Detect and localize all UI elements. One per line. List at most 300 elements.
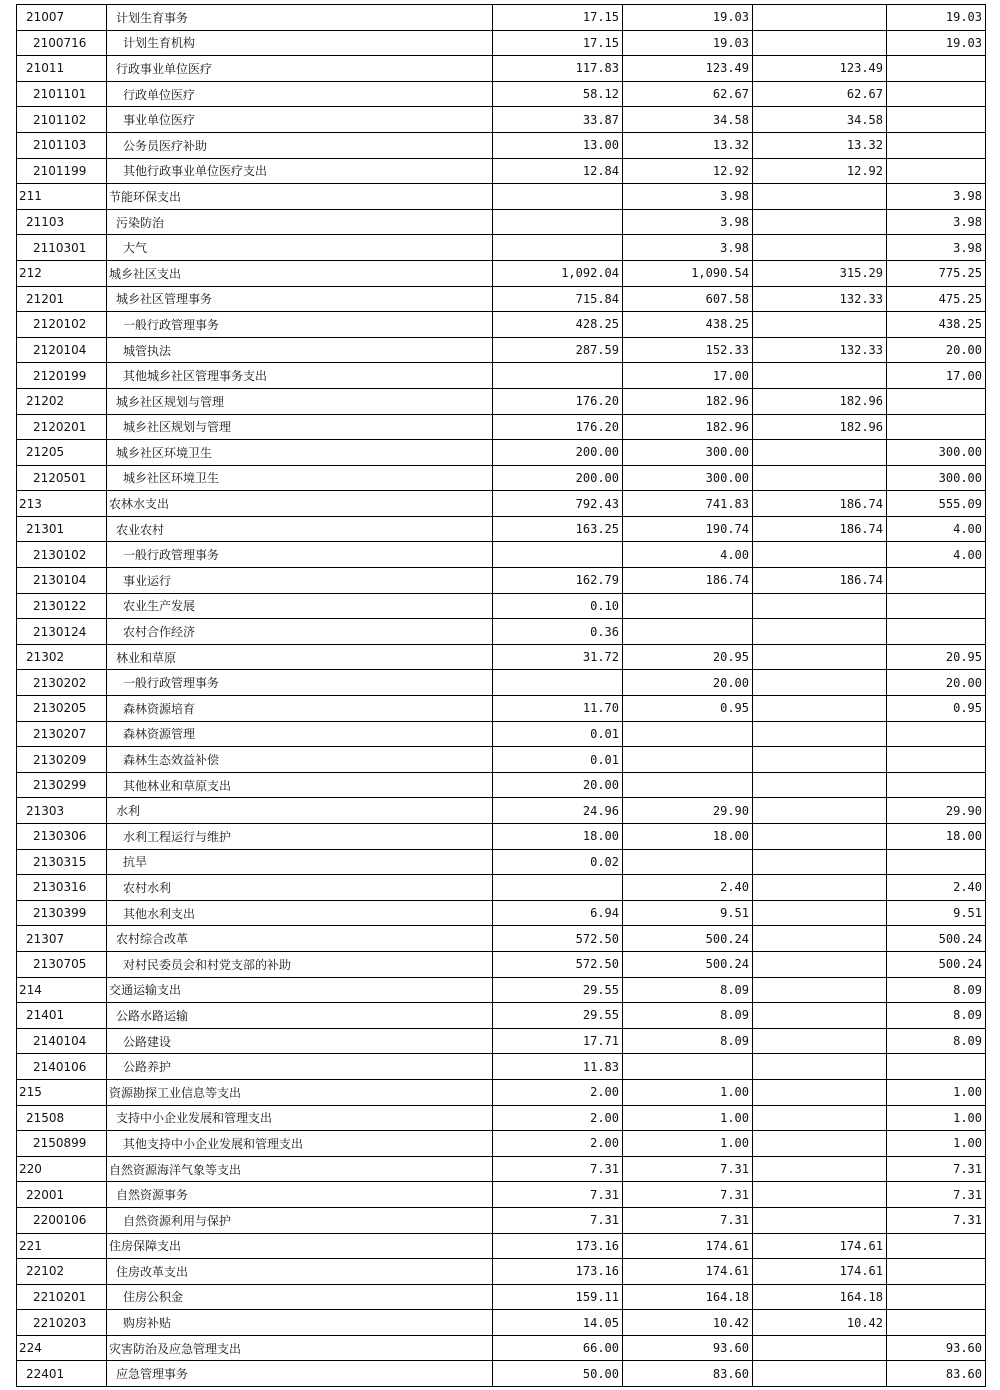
row-value-cell: 8.09 [623,1028,753,1054]
row-name-cell: 自然资源事务 [107,1182,493,1208]
row-value-cell: 20.95 [623,644,753,670]
row-value-cell: 4.00 [887,542,986,568]
row-value-cell [887,1310,986,1336]
row-value-cell: 500.24 [623,951,753,977]
table-row [17,1207,986,1233]
table-row [17,312,986,338]
table-row [17,158,986,184]
row-value-cell: 19.03 [623,30,753,56]
row-name-cell: 购房补贴 [107,1310,493,1336]
table-row [17,337,986,363]
row-value-cell: 123.49 [623,56,753,82]
row-value-cell: 500.24 [887,951,986,977]
row-value-cell [753,951,887,977]
row-value-cell [753,1207,887,1233]
row-value-cell: 162.79 [493,568,623,594]
row-value-cell [887,1284,986,1310]
row-code-cell: 21201 [17,286,107,312]
table-row [17,824,986,850]
row-name-cell: 森林资源管理 [107,721,493,747]
row-value-cell: 19.03 [623,5,753,31]
row-value-cell: 20.00 [887,337,986,363]
row-code-cell: 2120201 [17,414,107,440]
row-value-cell: 83.60 [623,1361,753,1387]
row-code-cell: 21307 [17,926,107,952]
table-row [17,977,986,1003]
table-row [17,30,986,56]
row-name-cell: 灾害防治及应急管理支出 [107,1335,493,1361]
row-value-cell: 3.98 [623,235,753,261]
row-value-cell [753,1361,887,1387]
row-value-cell: 182.96 [623,414,753,440]
row-value-cell: 163.25 [493,516,623,542]
row-code-cell: 2101199 [17,158,107,184]
row-code-cell: 2130207 [17,721,107,747]
row-value-cell: 315.29 [753,260,887,286]
table-row [17,1335,986,1361]
row-value-cell: 8.09 [623,1003,753,1029]
row-value-cell: 132.33 [753,337,887,363]
row-value-cell: 34.58 [623,107,753,133]
row-name-cell: 其他支持中小企业发展和管理支出 [107,1131,493,1157]
row-code-cell: 212 [17,260,107,286]
row-code-cell: 221 [17,1233,107,1259]
row-code-cell: 21007 [17,5,107,31]
row-value-cell: 190.74 [623,516,753,542]
row-value-cell: 18.00 [493,824,623,850]
row-value-cell [887,388,986,414]
row-code-cell: 2120102 [17,312,107,338]
table-row [17,1003,986,1029]
row-value-cell: 50.00 [493,1361,623,1387]
row-name-cell: 其他林业和草原支出 [107,772,493,798]
row-value-cell: 1.00 [623,1105,753,1131]
row-code-cell: 21202 [17,388,107,414]
table-row [17,593,986,619]
table-row [17,132,986,158]
row-value-cell: 173.16 [493,1233,623,1259]
row-value-cell: 17.71 [493,1028,623,1054]
row-value-cell: 300.00 [887,465,986,491]
row-value-cell [753,1131,887,1157]
row-value-cell: 2.00 [493,1131,623,1157]
row-code-cell: 2130705 [17,951,107,977]
row-value-cell: 0.02 [493,849,623,875]
row-value-cell: 174.61 [623,1259,753,1285]
row-value-cell: 29.55 [493,1003,623,1029]
row-value-cell [887,132,986,158]
table-row [17,1284,986,1310]
row-value-cell: 3.98 [623,184,753,210]
row-value-cell [493,542,623,568]
row-value-cell [623,747,753,773]
row-value-cell: 164.18 [623,1284,753,1310]
row-value-cell: 182.96 [753,414,887,440]
row-value-cell: 18.00 [623,824,753,850]
row-value-cell [887,414,986,440]
row-name-cell: 一般行政管理事务 [107,312,493,338]
row-value-cell [623,849,753,875]
row-value-cell: 0.95 [887,696,986,722]
row-name-cell: 农村水利 [107,875,493,901]
row-value-cell: 1,092.04 [493,260,623,286]
row-name-cell: 支持中小企业发展和管理支出 [107,1105,493,1131]
table-row [17,926,986,952]
row-code-cell: 21011 [17,56,107,82]
row-code-cell: 21302 [17,644,107,670]
budget-table-body [17,5,986,1387]
row-code-cell: 22401 [17,1361,107,1387]
row-value-cell: 13.00 [493,132,623,158]
row-name-cell: 其他城乡社区管理事务支出 [107,363,493,389]
row-code-cell: 2130315 [17,849,107,875]
row-code-cell: 2120501 [17,465,107,491]
row-value-cell: 123.49 [753,56,887,82]
row-code-cell: 2140106 [17,1054,107,1080]
row-value-cell: 300.00 [623,465,753,491]
row-value-cell [623,1054,753,1080]
row-value-cell [753,235,887,261]
row-value-cell: 1,090.54 [623,260,753,286]
row-value-cell: 1.00 [887,1131,986,1157]
row-value-cell: 287.59 [493,337,623,363]
row-value-cell [753,184,887,210]
row-value-cell: 200.00 [493,440,623,466]
row-name-cell: 事业单位医疗 [107,107,493,133]
row-value-cell [887,849,986,875]
row-value-cell: 34.58 [753,107,887,133]
row-value-cell: 428.25 [493,312,623,338]
row-name-cell: 自然资源海洋气象等支出 [107,1156,493,1182]
row-value-cell: 0.01 [493,721,623,747]
row-code-cell: 21401 [17,1003,107,1029]
row-value-cell: 7.31 [623,1182,753,1208]
table-row [17,644,986,670]
table-row [17,440,986,466]
table-row [17,670,986,696]
table-row [17,56,986,82]
row-value-cell: 775.25 [887,260,986,286]
row-value-cell: 164.18 [753,1284,887,1310]
row-value-cell: 2.00 [493,1105,623,1131]
row-value-cell: 7.31 [887,1207,986,1233]
row-name-cell: 行政单位医疗 [107,81,493,107]
row-value-cell [887,747,986,773]
row-value-cell: 13.32 [753,132,887,158]
row-value-cell: 0.01 [493,747,623,773]
table-row [17,286,986,312]
row-value-cell: 31.72 [493,644,623,670]
row-value-cell: 8.09 [887,1003,986,1029]
row-value-cell: 12.84 [493,158,623,184]
row-value-cell: 66.00 [493,1335,623,1361]
row-name-cell: 节能环保支出 [107,184,493,210]
row-value-cell: 186.74 [623,568,753,594]
row-value-cell: 7.31 [493,1156,623,1182]
row-value-cell: 4.00 [887,516,986,542]
row-value-cell [887,772,986,798]
row-value-cell [887,721,986,747]
row-code-cell: 2150899 [17,1131,107,1157]
row-value-cell: 475.25 [887,286,986,312]
row-value-cell: 17.00 [623,363,753,389]
row-code-cell: 21205 [17,440,107,466]
row-value-cell: 19.03 [887,5,986,31]
row-code-cell: 2120199 [17,363,107,389]
table-row [17,107,986,133]
row-code-cell: 22001 [17,1182,107,1208]
row-value-cell [753,209,887,235]
row-code-cell: 2210203 [17,1310,107,1336]
row-value-cell: 20.00 [623,670,753,696]
row-value-cell: 300.00 [887,440,986,466]
row-value-cell: 33.87 [493,107,623,133]
table-row [17,235,986,261]
table-row [17,1233,986,1259]
row-value-cell: 117.83 [493,56,623,82]
row-value-cell: 0.36 [493,619,623,645]
table-row [17,1028,986,1054]
row-code-cell: 2101103 [17,132,107,158]
row-value-cell: 14.05 [493,1310,623,1336]
row-name-cell: 森林资源培育 [107,696,493,722]
row-value-cell: 8.09 [887,977,986,1003]
row-value-cell: 173.16 [493,1259,623,1285]
table-row [17,516,986,542]
row-code-cell: 215 [17,1079,107,1105]
row-value-cell [887,81,986,107]
row-value-cell [887,619,986,645]
row-value-cell: 62.67 [623,81,753,107]
row-code-cell: 2130102 [17,542,107,568]
table-row [17,209,986,235]
row-name-cell: 公路养护 [107,1054,493,1080]
row-name-cell: 城乡社区支出 [107,260,493,286]
table-row [17,465,986,491]
row-name-cell: 农村合作经济 [107,619,493,645]
row-code-cell: 2130299 [17,772,107,798]
row-name-cell: 抗旱 [107,849,493,875]
row-value-cell [887,56,986,82]
row-code-cell: 2110301 [17,235,107,261]
table-row [17,1310,986,1336]
row-value-cell [493,184,623,210]
row-value-cell [753,1054,887,1080]
row-value-cell: 62.67 [753,81,887,107]
row-value-cell [753,644,887,670]
row-code-cell: 21103 [17,209,107,235]
row-value-cell: 7.31 [887,1182,986,1208]
row-value-cell: 4.00 [623,542,753,568]
row-name-cell: 公务员医疗补助 [107,132,493,158]
row-value-cell: 20.95 [887,644,986,670]
table-row [17,1361,986,1387]
table-row [17,721,986,747]
row-value-cell: 93.60 [623,1335,753,1361]
row-value-cell: 2.40 [887,875,986,901]
row-code-cell: 2130399 [17,900,107,926]
row-code-cell: 214 [17,977,107,1003]
table-row [17,1079,986,1105]
row-code-cell: 21508 [17,1105,107,1131]
row-code-cell: 2101102 [17,107,107,133]
row-value-cell [493,670,623,696]
row-value-cell: 186.74 [753,568,887,594]
row-value-cell [753,1028,887,1054]
table-row [17,747,986,773]
row-value-cell: 3.98 [887,184,986,210]
budget-table [16,4,986,1387]
row-name-cell: 其他水利支出 [107,900,493,926]
row-value-cell: 17.15 [493,30,623,56]
row-name-cell: 对村民委员会和村党支部的补助 [107,951,493,977]
row-value-cell [887,1233,986,1259]
row-value-cell: 1.00 [887,1079,986,1105]
row-name-cell: 行政事业单位医疗 [107,56,493,82]
row-name-cell: 城乡社区环境卫生 [107,440,493,466]
row-value-cell: 152.33 [623,337,753,363]
row-value-cell [887,1054,986,1080]
table-row [17,260,986,286]
row-value-cell: 159.11 [493,1284,623,1310]
row-value-cell: 176.20 [493,414,623,440]
row-value-cell [753,824,887,850]
table-row [17,542,986,568]
row-value-cell [753,798,887,824]
row-value-cell: 174.61 [623,1233,753,1259]
row-value-cell: 1.00 [623,1079,753,1105]
row-value-cell [753,312,887,338]
table-row [17,184,986,210]
row-value-cell: 11.83 [493,1054,623,1080]
row-name-cell: 一般行政管理事务 [107,542,493,568]
row-value-cell: 3.98 [623,209,753,235]
row-name-cell: 一般行政管理事务 [107,670,493,696]
table-row [17,568,986,594]
row-value-cell [753,926,887,952]
row-name-cell: 森林生态效益补偿 [107,747,493,773]
row-value-cell: 2.40 [623,875,753,901]
row-value-cell: 174.61 [753,1233,887,1259]
row-code-cell: 213 [17,491,107,517]
table-row [17,696,986,722]
row-value-cell: 11.70 [493,696,623,722]
row-value-cell [623,593,753,619]
row-value-cell [887,1259,986,1285]
row-code-cell: 211 [17,184,107,210]
row-code-cell: 21303 [17,798,107,824]
row-value-cell: 792.43 [493,491,623,517]
row-value-cell [493,235,623,261]
table-row [17,875,986,901]
row-value-cell [753,772,887,798]
row-value-cell: 20.00 [887,670,986,696]
row-code-cell: 2130104 [17,568,107,594]
row-value-cell [753,670,887,696]
row-value-cell: 3.98 [887,209,986,235]
row-value-cell: 607.58 [623,286,753,312]
row-name-cell: 农业生产发展 [107,593,493,619]
row-value-cell: 19.03 [887,30,986,56]
row-value-cell: 58.12 [493,81,623,107]
row-name-cell: 城乡社区规划与管理 [107,388,493,414]
row-value-cell [493,209,623,235]
row-value-cell: 18.00 [887,824,986,850]
row-value-cell [753,542,887,568]
table-row [17,81,986,107]
row-value-cell: 0.95 [623,696,753,722]
row-value-cell: 8.09 [623,977,753,1003]
table-row [17,1156,986,1182]
row-name-cell: 自然资源利用与保护 [107,1207,493,1233]
row-name-cell: 城乡社区规划与管理 [107,414,493,440]
row-value-cell [887,593,986,619]
row-name-cell: 事业运行 [107,568,493,594]
table-row [17,1131,986,1157]
row-code-cell: 2130209 [17,747,107,773]
row-value-cell: 17.00 [887,363,986,389]
table-row [17,1105,986,1131]
row-name-cell: 公路水路运输 [107,1003,493,1029]
row-value-cell: 83.60 [887,1361,986,1387]
row-value-cell: 182.96 [623,388,753,414]
row-value-cell: 186.74 [753,491,887,517]
row-code-cell: 2100716 [17,30,107,56]
row-value-cell [753,900,887,926]
row-name-cell: 计划生育机构 [107,30,493,56]
row-value-cell: 438.25 [887,312,986,338]
row-value-cell: 500.24 [623,926,753,952]
row-name-cell: 其他行政事业单位医疗支出 [107,158,493,184]
row-code-cell: 2130316 [17,875,107,901]
row-value-cell: 1.00 [623,1131,753,1157]
row-value-cell: 8.09 [887,1028,986,1054]
row-value-cell [753,5,887,31]
table-row [17,951,986,977]
row-value-cell: 186.74 [753,516,887,542]
row-code-cell: 2130202 [17,670,107,696]
row-value-cell: 132.33 [753,286,887,312]
table-row [17,414,986,440]
row-value-cell: 6.94 [493,900,623,926]
row-value-cell: 174.61 [753,1259,887,1285]
row-name-cell: 农村综合改革 [107,926,493,952]
row-name-cell: 污染防治 [107,209,493,235]
row-name-cell: 水利工程运行与维护 [107,824,493,850]
row-name-cell: 城乡社区环境卫生 [107,465,493,491]
table-row [17,798,986,824]
row-value-cell: 7.31 [623,1156,753,1182]
row-value-cell: 0.10 [493,593,623,619]
row-code-cell: 2130124 [17,619,107,645]
row-code-cell: 2140104 [17,1028,107,1054]
table-row [17,1054,986,1080]
row-value-cell [753,1182,887,1208]
row-value-cell: 7.31 [623,1207,753,1233]
row-value-cell [753,977,887,1003]
row-code-cell: 220 [17,1156,107,1182]
row-value-cell: 9.51 [887,900,986,926]
row-value-cell [623,772,753,798]
row-value-cell [493,363,623,389]
row-value-cell [623,619,753,645]
row-value-cell: 1.00 [887,1105,986,1131]
row-code-cell: 2101101 [17,81,107,107]
row-name-cell: 住房改革支出 [107,1259,493,1285]
row-code-cell: 224 [17,1335,107,1361]
row-value-cell: 555.09 [887,491,986,517]
row-value-cell: 12.92 [623,158,753,184]
